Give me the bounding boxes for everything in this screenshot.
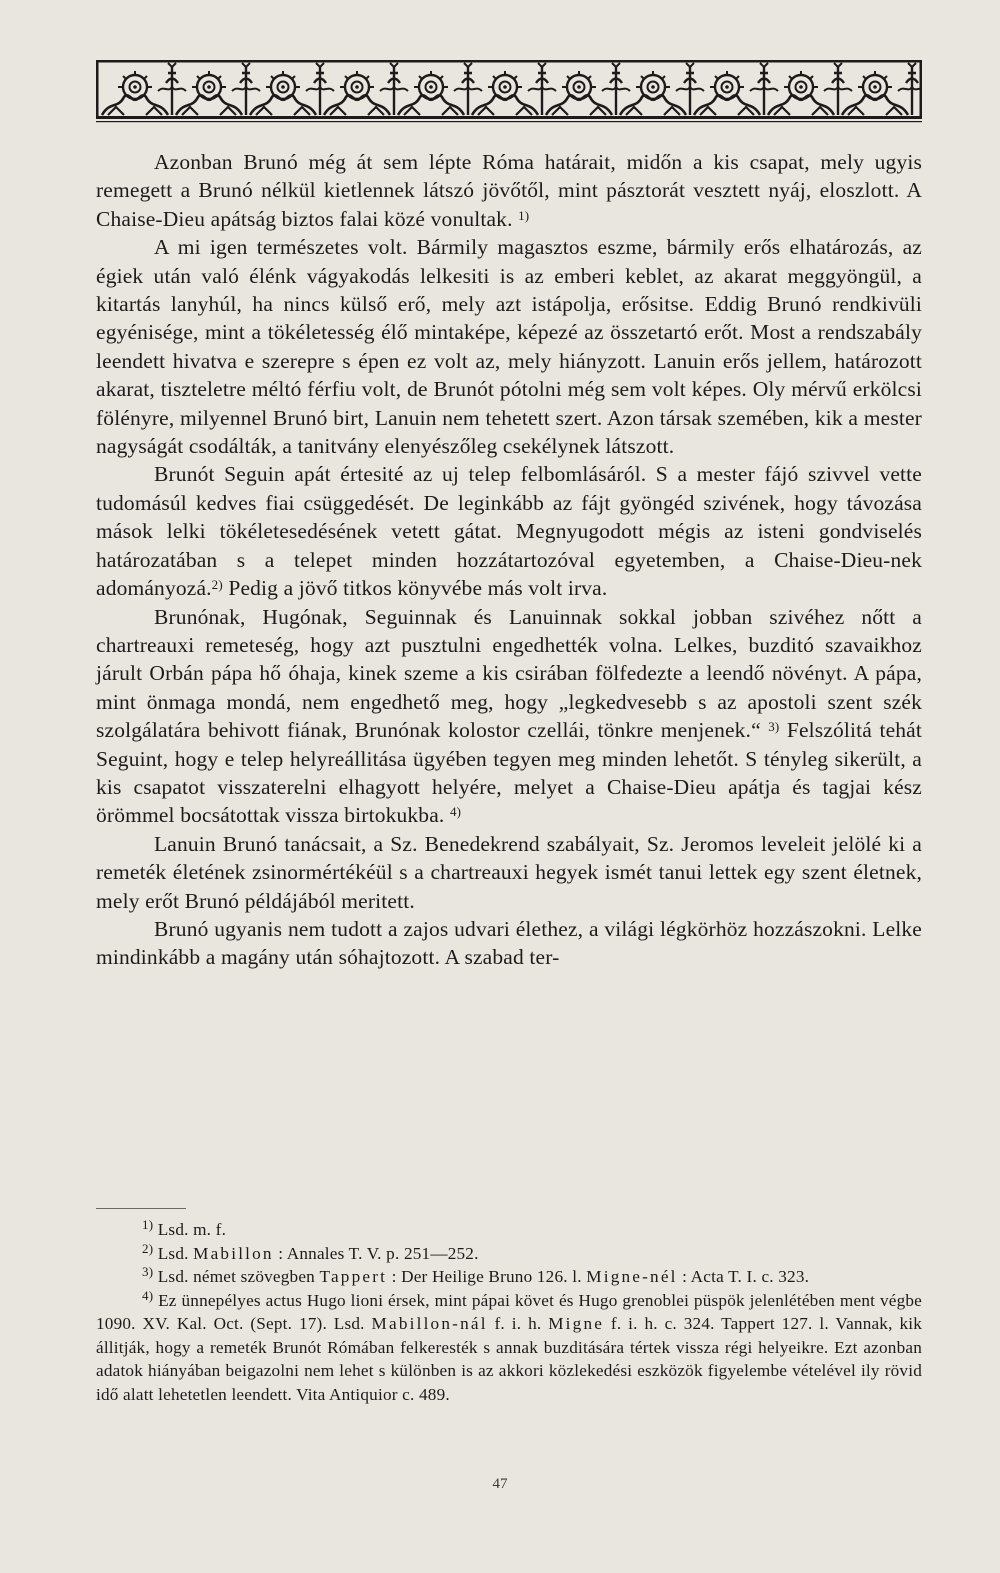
footnote [96, 1265, 922, 1289]
footnote-author: Mabillon [193, 1243, 274, 1263]
paragraph-text: Lanuin Brunó tanácsait, a Sz. Benedekrend szabályait, Sz. Jeromos leveleit jelölé ki a remeték életének zsinormértékéül s a chartreauxi hegyek ismét tanui lettek egy szent életnek, mely erőt Brunó példájából meritett. [96, 831, 922, 913]
footnote-author: Tappert [319, 1267, 388, 1286]
footnote-text: Lsd. német szövegben [157, 1267, 320, 1286]
paragraph [96, 233, 922, 460]
footnote-divider [96, 1208, 186, 1209]
footnote-mark: 1) [142, 1217, 154, 1232]
footnote-author: Migne-nél [586, 1267, 678, 1286]
paragraph-text: Felszólitá tehát Seguint, hogy e telep helyreállitása ügyében tegyen meg minden lehetőt. S tényleg sikerült, a kis csapatot visszaterelni elhagyott helyére, melyet a Chaise-Dieu apátja és tagjai kész örömmel bocsátottak vissza birtokukba. [96, 718, 922, 828]
paragraph [96, 148, 922, 233]
paragraph-text: A mi igen természetes volt. Bármily magasztos eszme, bármily erős elhatározás, az égiek után való élénk vágyakodás lelkesiti is az emberi keblet, az akarat meggyöngül, a kitartás lanyhúl, ha nincs külső erő, mely azt istápolja, erősitse. Eddig Brunó rendkivüli egyénisége, mint a tökéletesség élő mintaképe, képezé az összetartó erőt. Most a rendszabály leendett hivatva e szerepre s épen ez volt az, mely hiányzott. Lanuin erős jellem, határozott akarat, tiszteletre méltó férfiu volt, de Brunót pótolni még sem volt képes. Oly mérvű erkölcsi fölényre, milyennel Brunó birt, Lanuin nem tehetett szert. Azon társak szemében, kik a mester nagyságát csodálták, a tanitvány elenyészőleg csekélynek látszott. [96, 235, 922, 459]
footnote-ref: 3) [768, 719, 780, 735]
footnote-ref: 1) [518, 207, 530, 223]
footnote-mark: 2) [142, 1240, 154, 1256]
footnote-mark: 4) [142, 1287, 154, 1303]
paragraph [96, 915, 922, 972]
footnote [96, 1242, 922, 1266]
paragraph-text: Azonban Brunó még át sem lépte Róma határait, midőn a kis csapat, mely ugyis remegett a Brunó nélkül kietlennek látszó jövőtől, mint pásztorát vesztett nyáj, eloszlott. A Chaise-Dieu apátság biztos falai közé vonultak. [96, 150, 922, 231]
footnote-ref: 2) [211, 577, 223, 593]
footnote-mark: 3) [142, 1264, 154, 1279]
footnote-text: : Der Heilige Bruno 126. l. [387, 1267, 587, 1286]
footnote-author: Mabillon-nál [371, 1314, 488, 1333]
footnote [96, 1218, 922, 1242]
main-text [96, 148, 922, 972]
footnote-ref: 4) [449, 804, 462, 820]
footnote-text: Lsd. [157, 1243, 194, 1263]
floral-frieze-ornament [96, 60, 922, 124]
footnote-text: : Annales T. V. p. 251—252. [273, 1243, 479, 1263]
paragraph [96, 830, 922, 915]
footnote [96, 1289, 922, 1407]
footnote-author: Migne [548, 1314, 605, 1333]
footnotes [96, 1218, 922, 1406]
paragraph [96, 603, 922, 830]
footnote-text: f. i. h. [487, 1314, 549, 1333]
footnote-text: Ez ünnepélyes actus Hugo lioni érsek, mint pápai követ és Hugo grenoblei püspök jelenlétében ment végbe 1090. XV. Kal. Oct. (Sept. 17). Lsd. [96, 1290, 922, 1333]
paragraph [96, 460, 922, 602]
paragraph-text: Brunót Seguin apát értesité az uj telep felbomlásáról. S a mester fájó szivvel vette tudomásúl kedves fiai csüggedését. De leginkább az fájt gyöngéd szivének, hogy távozása mások lelki tökéletesedésének vetett gátat. Megnyugodott mégis az isteni gondviselés határozatában s a telepet minden hozzátartozóval egyetemben, a Chaise-Dieu-nek adományozá. [96, 462, 922, 601]
page-number: 47 [492, 1476, 508, 1492]
paragraph-text: Pedig a jövő titkos könyvébe más volt irva. [222, 576, 608, 601]
paragraph-text: Brunó ugyanis nem tudott a zajos udvari élethez, a világi légkörhöz hozzászokni. Lelke mindinkább a magány után sóhajtozott. A szabad ter- [96, 916, 922, 970]
footnote-text: : Acta T. I. c. 323. [677, 1267, 810, 1286]
footnote-text: Lsd. m. f. [157, 1220, 227, 1239]
footnote-text: f. i. h. c. 324. Tappert 127. l. Vannak, kik állitják, hogy a remeték Brunót Rómában felkeresték s annak buzditására tértek vissza régi helyeikre. Ezt azonban adatok hiányában beigazolni nem lehet s különben is az akkori közlekedési eszközök figyelembe vételével ily rövid idő alatt lehetetlen leendett. Vita Antiquior c. 489. [96, 1314, 923, 1404]
ornament-graphic [96, 60, 922, 124]
paragraph-text: Brunónak, Hugónak, Seguinnak és Lanuinnak sokkal jobban szivéhez nőtt a chartreauxi remeteség, hogy azt pusztulni engedhették volna. Lelkes, buzditó szavaikhoz járult Orbán pápa hő óhaja, kinek szeme a kis csirában fölfedezte a leendő növényt. A pápa, mint önmaga mondá, nem engedhető meg, hogy „legkedvesebb s az apostoli szent szék szolgálatára behivott fiának, Brunónak kolostor czellái, tönkre menjenek.“ [96, 604, 922, 743]
